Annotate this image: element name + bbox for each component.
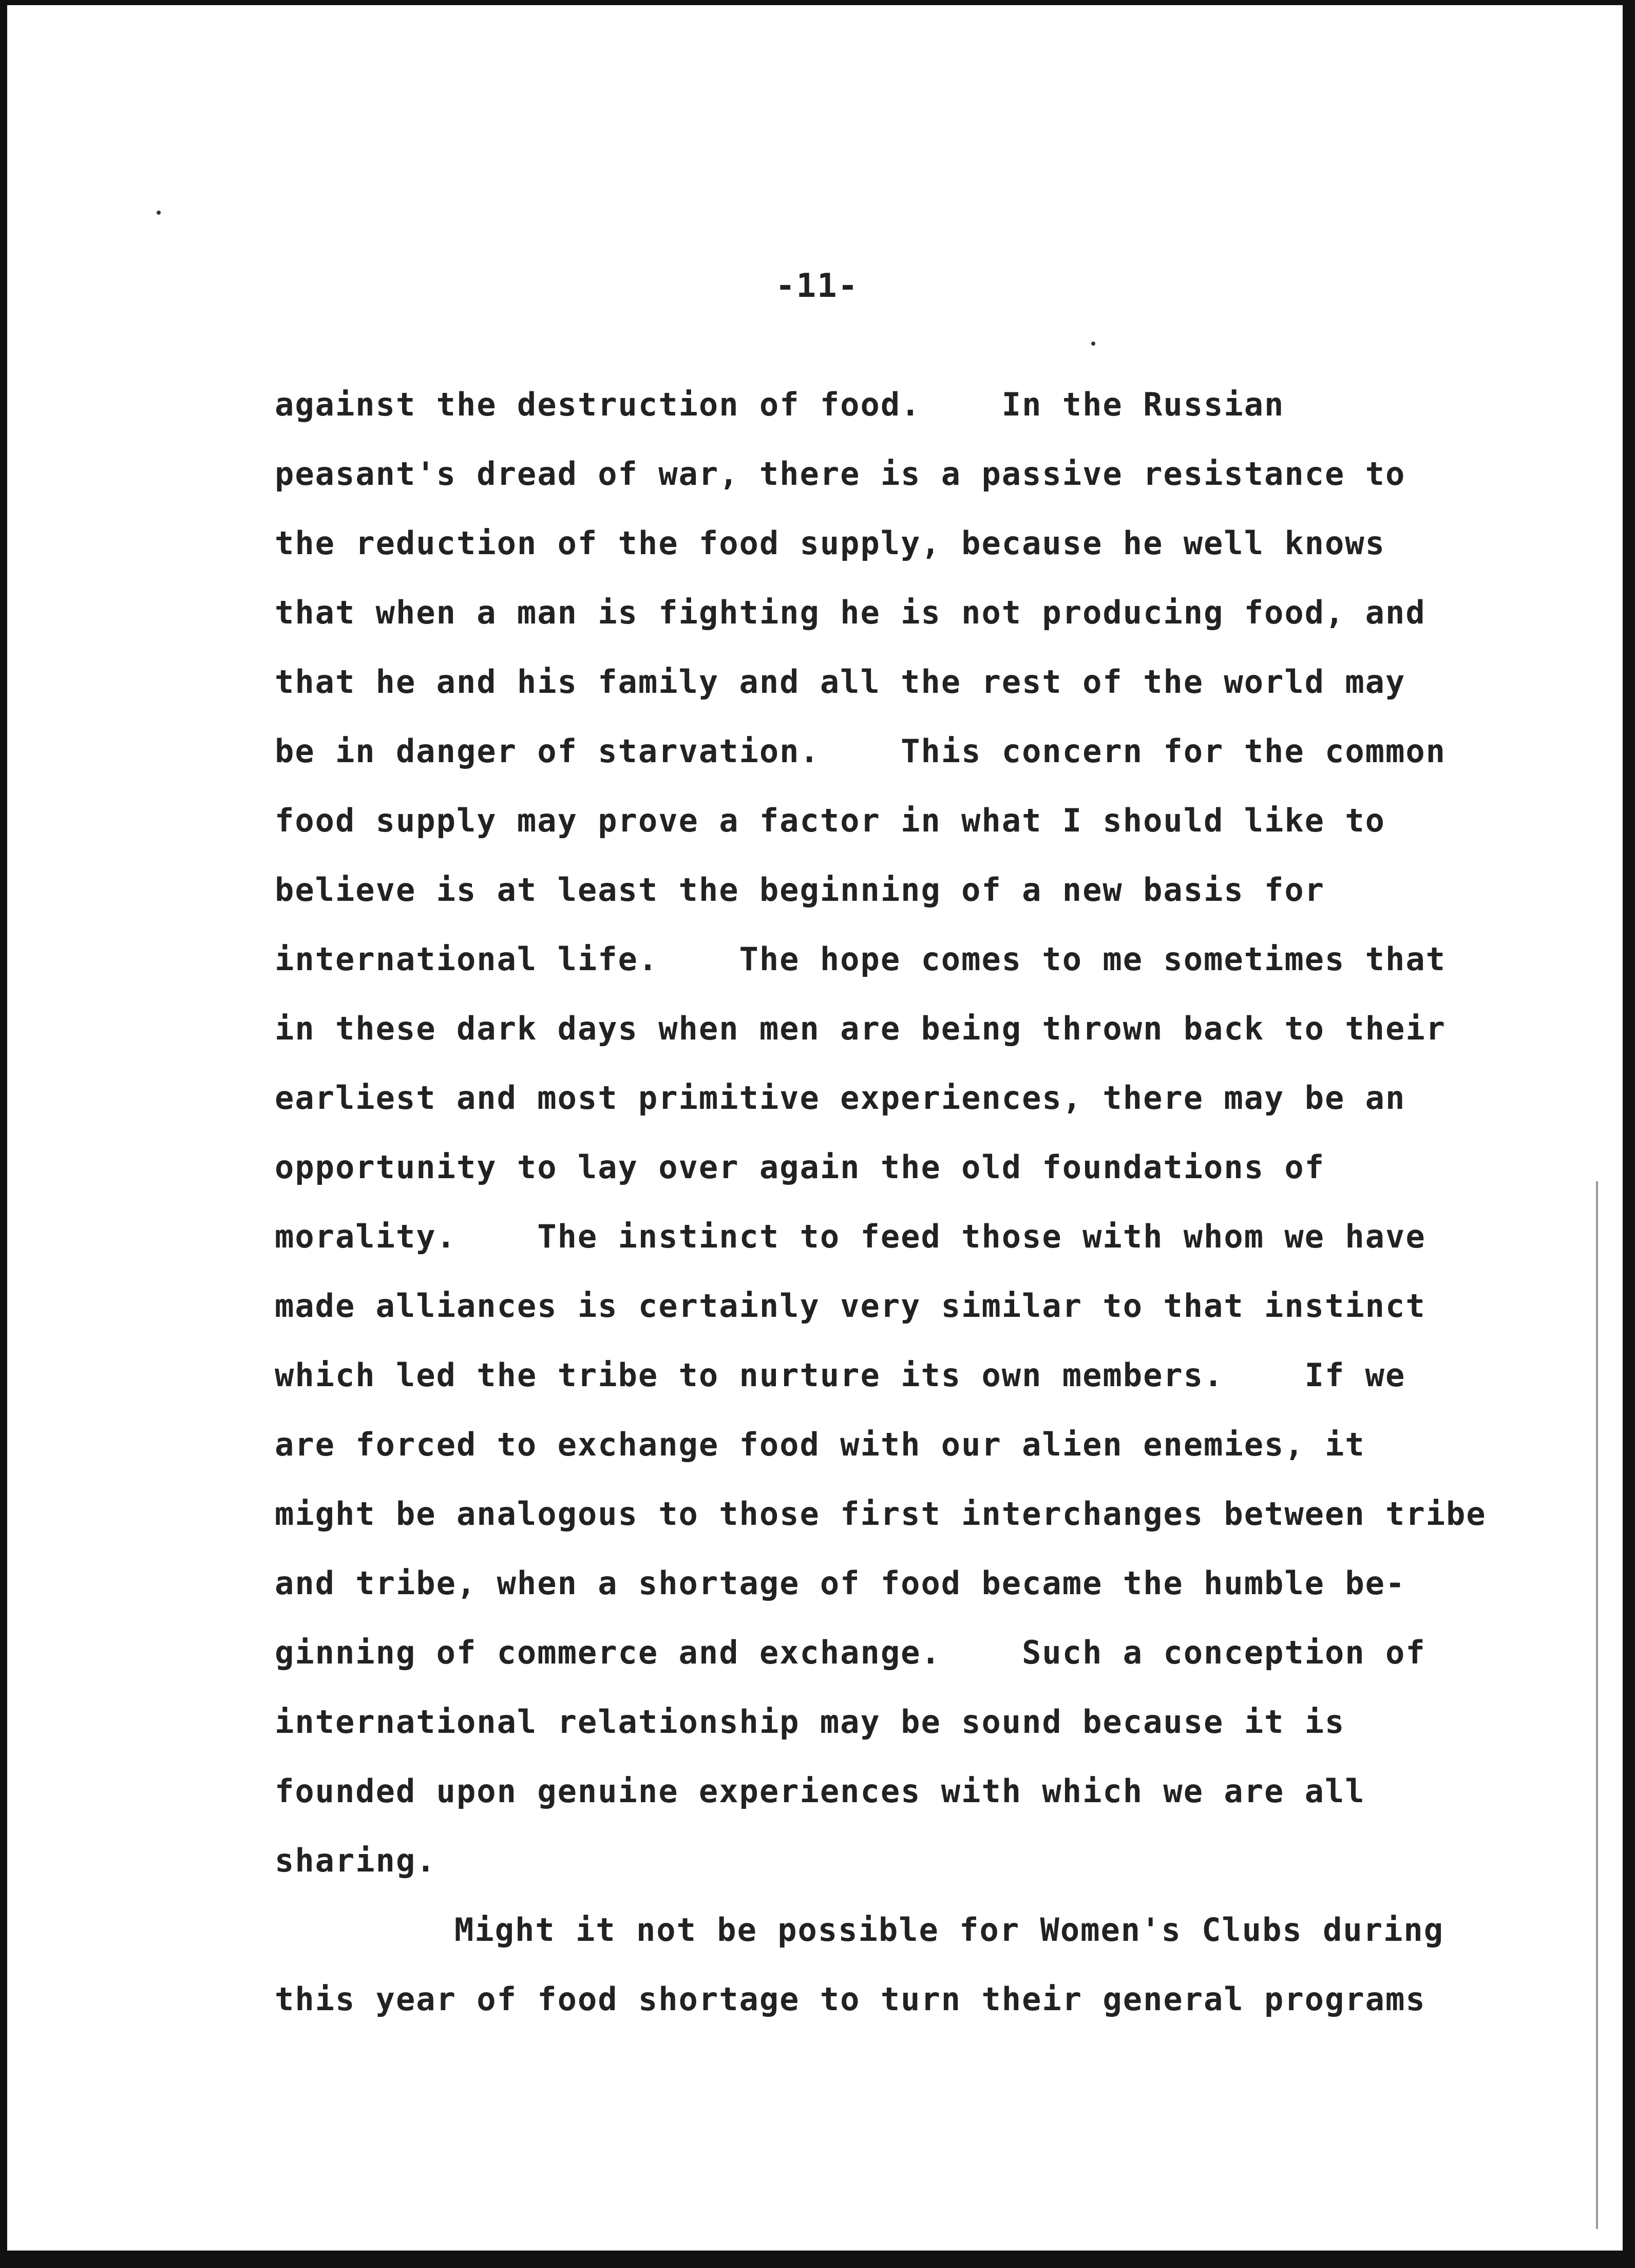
- text-line: the reduction of the food supply, because he well knows: [275, 524, 1385, 562]
- typed-text-body: [275, 370, 1487, 2034]
- paragraph-first-line: Might it not be possible for Women's Clubs during: [454, 1911, 1444, 1949]
- text-line: food supply may prove a factor in what I should like to: [275, 802, 1385, 839]
- text-line: earliest and most primitive experiences, there may be an: [275, 1079, 1406, 1117]
- text-line: international life. The hope comes to me sometimes that: [275, 940, 1446, 978]
- text-line: peasant's dread of war, there is a passive resistance to: [275, 455, 1406, 493]
- text-line: founded upon genuine experiences with which we are all: [275, 1772, 1365, 1810]
- scan-speck: [1091, 342, 1095, 346]
- text-line: might be analogous to those first interchanges between tribe: [275, 1495, 1487, 1533]
- text-line: made alliances is certainly very similar to that instinct: [275, 1287, 1426, 1325]
- text-line: against the destruction of food. In the Russian: [275, 386, 1285, 423]
- text-line: opportunity to lay over again the old foundations of: [275, 1148, 1325, 1186]
- scan-speck: [157, 211, 161, 215]
- text-line: ginning of commerce and exchange. Such a conception of: [275, 1634, 1426, 1671]
- text-line: and tribe, when a shortage of food became the humble be-: [275, 1564, 1406, 1602]
- paper-edge: [1596, 1181, 1598, 2229]
- text-line: that he and his family and all the rest of the world may: [275, 663, 1406, 701]
- text-line: morality. The instinct to feed those with whom we have: [275, 1218, 1426, 1255]
- text-line: international relationship may be sound because it is: [275, 1703, 1345, 1741]
- text-line: believe is at least the beginning of a new basis for: [275, 871, 1325, 909]
- text-line: this year of food shortage to turn their general programs: [275, 1980, 1426, 2018]
- text-line: in these dark days when men are being thrown back to their: [275, 1010, 1446, 1047]
- page-number: -11-: [775, 267, 859, 305]
- text-line: are forced to exchange food with our alien enemies, it: [275, 1426, 1365, 1463]
- text-line: sharing.: [275, 1842, 436, 1879]
- text-line: that when a man is fighting he is not producing food, and: [275, 594, 1426, 631]
- text-line: which led the tribe to nurture its own members. If we: [275, 1356, 1406, 1394]
- text-line: be in danger of starvation. This concern for the common: [275, 732, 1446, 770]
